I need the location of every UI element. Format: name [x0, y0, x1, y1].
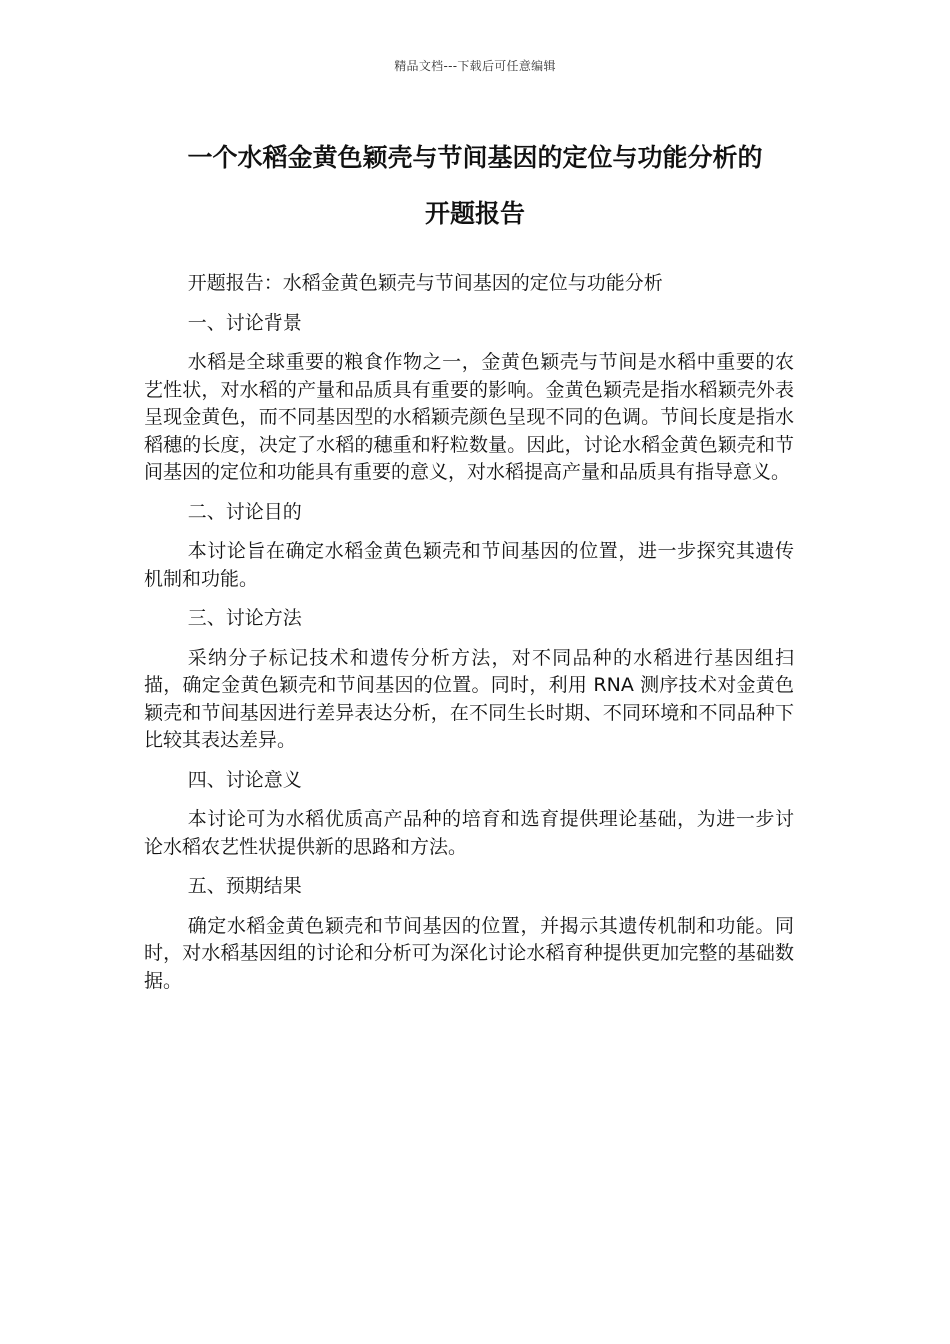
- paragraph-background: 水稻是全球重要的粮食作物之一，金黄色颖壳与节间是水稻中重要的农艺性状，对水稻的产量和品质具有重要的影响。金黄色颖壳是指水稻颖壳外表呈现金黄色，而不同基因型的水稻颖壳颜色呈现不同的色调。节间长度是指水稻穗的长度，决定了水稻的穗重和籽粒数量。因此，讨论水稻金黄色颖壳和节间基因的定位和功能具有重要的意义，对水稻提高产量和品质具有指导意义。: [144, 351, 794, 483]
- paragraph-methods: 采纳分子标记技术和遗传分析方法，对不同品种的水稻进行基因组扫描，确定金黄色颖壳和节间基因的位置。同时，利用 RNA 测序技术对金黄色颖壳和节间基因进行差异表达分析，在不同生长时期、不同环境和不同品种下比较其表达差异。: [144, 646, 794, 751]
- paragraph-expected-results: 确定水稻金黄色颖壳和节间基因的位置，并揭示其遗传机制和功能。同时，对水稻基因组的讨论和分析可为深化讨论水稻育种提供更加完整的基础数据。: [144, 914, 794, 992]
- section-heading-significance: 四、讨论意义: [187, 768, 302, 791]
- document-title: [120, 130, 830, 242]
- title-line-2: 开题报告: [424, 199, 525, 228]
- document-body: [144, 270, 794, 1007]
- paragraph-purpose: 本讨论旨在确定水稻金黄色颖壳和节间基因的位置，进一步探究其遗传机制和功能。: [144, 540, 794, 590]
- section-heading-purpose: 二、讨论目的: [187, 500, 302, 523]
- title-line-1: 一个水稻金黄色颖壳与节间基因的定位与功能分析的: [187, 143, 763, 172]
- page-header: 精品文档---下载后可任意编辑: [394, 59, 556, 73]
- subtitle-paragraph: 开题报告：水稻金黄色颖壳与节间基因的定位与功能分析: [187, 272, 663, 294]
- section-heading-methods: 三、讨论方法: [187, 607, 302, 629]
- section-heading-background: 一、讨论背景: [187, 311, 302, 334]
- section-heading-expected-results: 五、预期结果: [187, 875, 302, 897]
- paragraph-significance: 本讨论可为水稻优质高产品种的培育和选育提供理论基础，为进一步讨论水稻农艺性状提供新的思路和方法。: [144, 808, 794, 858]
